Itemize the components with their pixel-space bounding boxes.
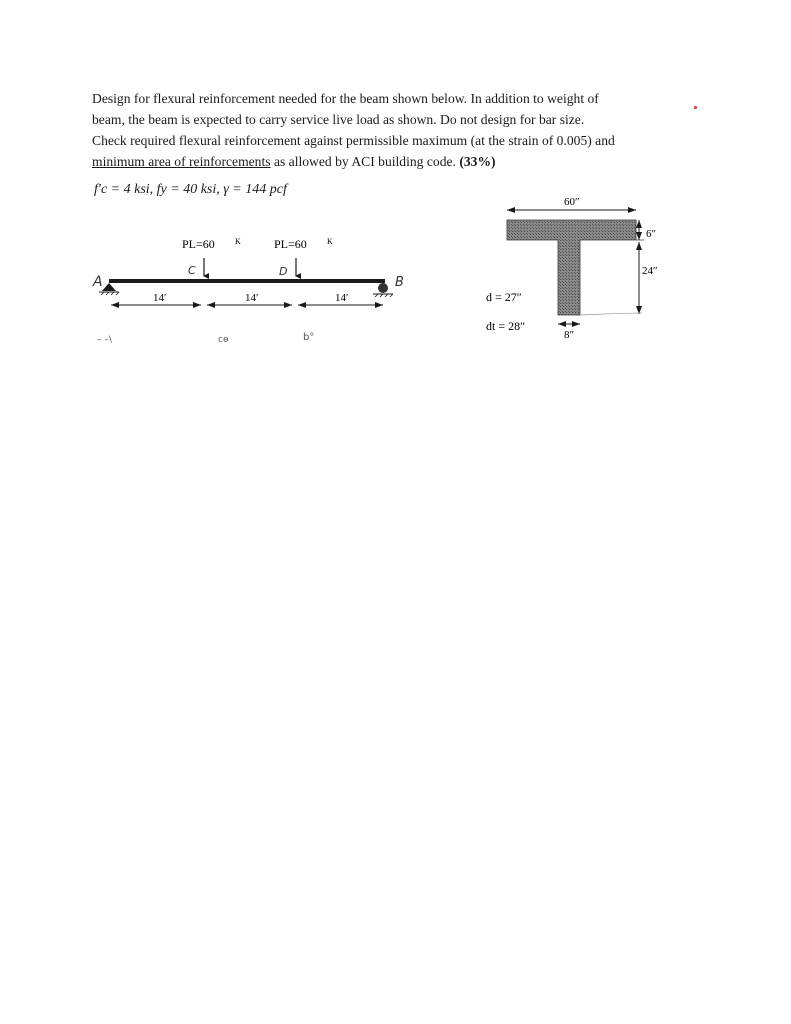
problem-line-2: beam, the beam is expected to carry service live load as shown. Do not design for bar size. <box>92 112 585 127</box>
tension-depth-label: dt = 28″ <box>486 319 526 333</box>
hand-label-d: D <box>279 265 288 278</box>
span-label-2: 14′ <box>245 292 259 304</box>
problem-line-3: Check required flexural reinforcement against permissible maximum (at the strain of 0.005) and <box>92 133 615 148</box>
red-mark <box>694 106 697 109</box>
web-width-label: 8″ <box>564 329 575 341</box>
problem-statement <box>92 88 692 172</box>
load-label-1: PL=60 <box>182 237 215 251</box>
bottom-ext-line <box>580 313 642 315</box>
span-label-3: 14′ <box>335 292 349 304</box>
hand-ghost-2: сɵ <box>218 335 229 345</box>
beam-member <box>109 279 385 283</box>
span-label-1: 14′ <box>153 292 167 304</box>
total-depth-label: 24″ <box>642 265 658 277</box>
hand-label-a: A <box>93 274 103 290</box>
flange-width-label: 60″ <box>564 196 580 208</box>
load-label-2: PL=60 <box>274 237 307 251</box>
flange-thickness-label: 6″ <box>646 228 657 240</box>
marks-label: (33%) <box>459 154 496 169</box>
roller-support-icon <box>373 283 393 297</box>
effective-depth-label: d = 27″ <box>486 290 522 304</box>
t-section-diagram <box>476 192 676 348</box>
problem-line-4-rest: as allowed by ACI building code. <box>270 154 460 169</box>
beam-diagram <box>85 228 425 348</box>
web <box>558 240 580 315</box>
hand-ghost-3: b° <box>303 332 315 343</box>
flange <box>507 220 636 240</box>
given-properties: f′c = 4 ksi, fy = 40 ksi, γ = 144 pcf <box>94 182 287 197</box>
problem-line-1: Design for flexural reinforcement needed for the beam shown below. In addition to weight of <box>92 91 599 106</box>
hand-ghost-1: – –\ <box>97 335 112 345</box>
hand-label-b: B <box>395 275 404 290</box>
problem-line-4 <box>92 151 692 172</box>
underlined-phrase: minimum area of reinforcements <box>92 154 271 169</box>
load-unit-2: K <box>327 237 333 246</box>
hand-label-c: C <box>188 264 196 277</box>
load-unit-1: K <box>235 237 241 246</box>
